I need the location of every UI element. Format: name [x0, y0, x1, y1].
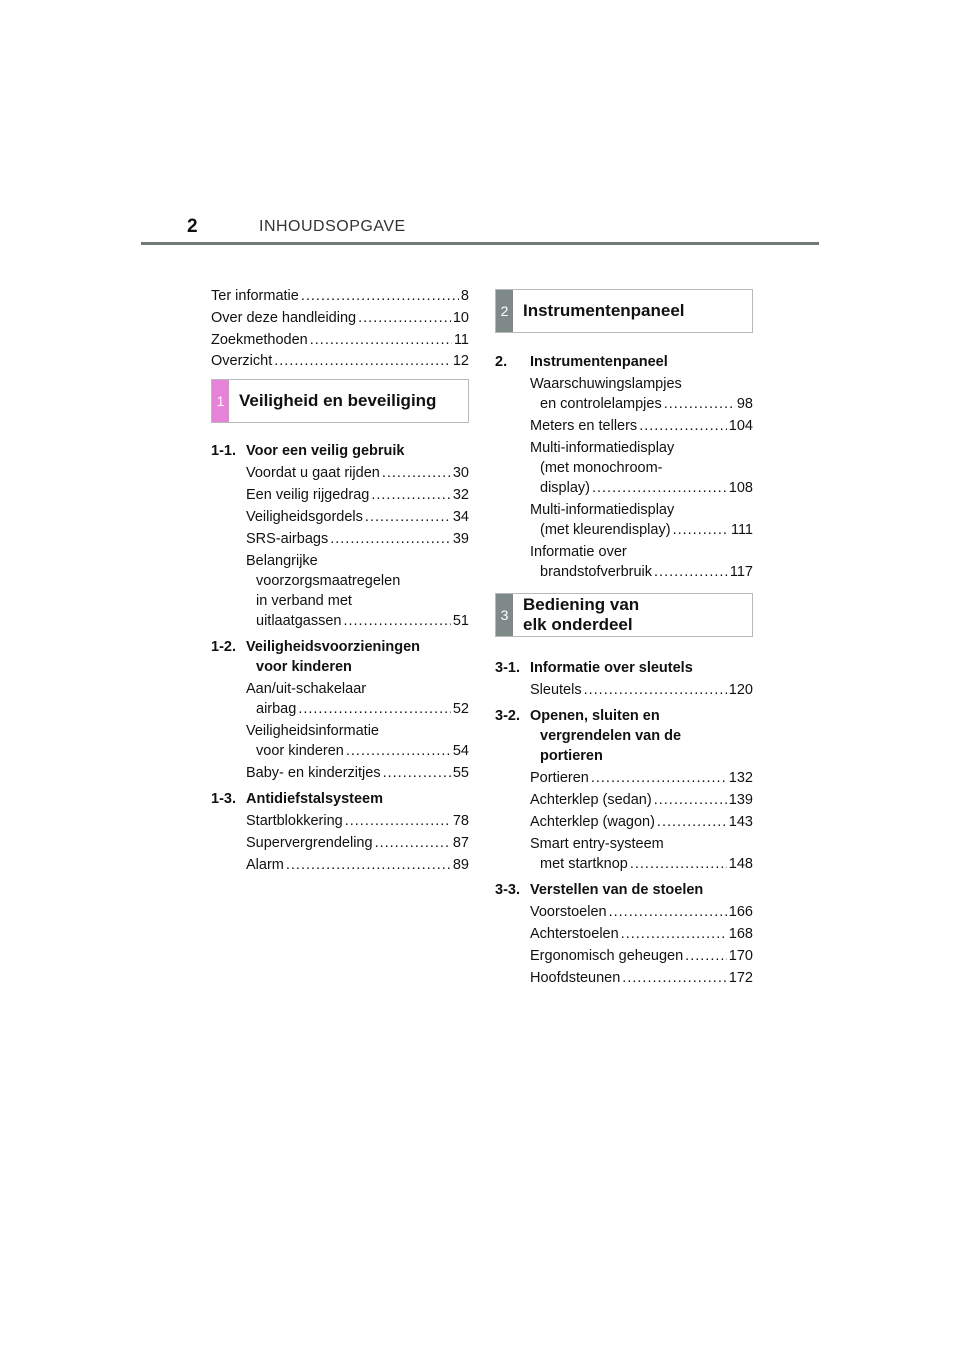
page-number: 166	[728, 904, 753, 920]
page-number: 89	[452, 857, 469, 874]
entry-title: Hoofdsteunen	[530, 970, 621, 986]
toc-section	[495, 880, 753, 988]
page-number: 87	[452, 835, 469, 852]
toc-entry[interactable]	[211, 551, 469, 631]
dot-leader	[630, 854, 727, 874]
toc-entry[interactable]	[495, 812, 753, 832]
page-number: 78	[452, 813, 469, 830]
toc-entry[interactable]	[495, 902, 753, 922]
toc-entry[interactable]	[495, 790, 753, 810]
toc-entry-line	[530, 946, 753, 966]
toc-section	[211, 637, 469, 783]
entry-title: Baby- en kinderzitjes	[246, 765, 381, 782]
toc-entry[interactable]	[211, 507, 469, 527]
section-title-line: Verstellen van de stoelen	[530, 882, 704, 898]
page-number: 8	[460, 288, 469, 304]
toc-entry[interactable]	[211, 529, 469, 549]
toc-entry[interactable]	[211, 721, 469, 761]
toc-entry[interactable]	[495, 834, 753, 874]
toc-entry-line	[246, 811, 469, 831]
section-title	[246, 789, 469, 809]
entry-title-line: Aan/uit-schakelaar	[246, 681, 367, 698]
spacer	[495, 333, 753, 352]
dot-leader	[343, 611, 450, 631]
page-number: 34	[452, 509, 469, 526]
section-title-line: Voor een veilig gebruik	[246, 443, 405, 460]
entry-title: Portieren	[530, 770, 589, 786]
toc-entry[interactable]	[495, 542, 753, 582]
dot-leader	[358, 308, 451, 328]
entry-title: Sleutels	[530, 682, 582, 698]
entry-title: Over deze handleiding	[211, 309, 357, 326]
chapter-number-tab: 1	[212, 380, 229, 422]
toc-entry-line	[530, 416, 753, 436]
dot-leader	[274, 351, 451, 371]
page-number: 54	[452, 743, 469, 760]
chapter-title-line: elk onderdeel	[523, 615, 633, 634]
entry-title: voor kinderen	[256, 743, 344, 760]
toc-entry-line	[246, 699, 469, 719]
entry-title: display)	[540, 480, 590, 496]
entry-title-line: Multi-informatiedisplay	[530, 502, 675, 518]
toc-entry-line	[246, 529, 469, 549]
entry-title: en controlelampjes	[540, 396, 662, 412]
toc-entry[interactable]	[211, 463, 469, 483]
dot-leader	[592, 478, 727, 498]
toc-entry-line	[246, 763, 469, 783]
entry-title: Voorstoelen	[530, 904, 607, 920]
dot-leader	[673, 520, 729, 540]
section-title	[246, 441, 469, 461]
section-number: 1-1.	[211, 443, 236, 460]
spacer	[495, 637, 753, 658]
entry-title-line: voorzorgsmaatregelen	[256, 573, 401, 590]
section-number: 3-1.	[495, 660, 520, 676]
dot-leader	[301, 286, 459, 306]
toc-entry-line	[530, 478, 753, 498]
toc-entry-line	[246, 611, 469, 631]
dot-leader	[330, 529, 451, 549]
spacer	[495, 582, 753, 593]
section-title-line: Veiligheidsvoorzieningen	[246, 639, 421, 656]
section-title	[246, 637, 469, 677]
entry-title: Supervergrendeling	[246, 835, 373, 852]
section-title	[530, 658, 753, 678]
dot-leader	[375, 833, 451, 853]
section-heading	[211, 441, 469, 461]
section-number: 3-3.	[495, 882, 520, 898]
entry-title: Achterstoelen	[530, 926, 619, 942]
dot-leader	[621, 924, 727, 944]
entry-title-line: in verband met	[256, 593, 352, 610]
entry-title: airbag	[256, 701, 297, 718]
entry-title: Veiligheidsgordels	[246, 509, 363, 526]
section-heading	[495, 706, 753, 766]
section-number: 3-2.	[495, 708, 520, 724]
toc-entry[interactable]	[495, 968, 753, 988]
toc-entry[interactable]	[495, 416, 753, 436]
page-number: 51	[452, 613, 469, 630]
header-title: INHOUDSOPGAVE	[259, 218, 406, 235]
section-heading	[211, 637, 469, 677]
page-number: 30	[452, 465, 469, 482]
section-title-line: portieren	[540, 748, 603, 764]
page-number: 172	[728, 970, 753, 986]
page-number: 143	[728, 814, 753, 830]
toc-entry-line	[530, 394, 753, 414]
toc-entry[interactable]	[211, 811, 469, 831]
entry-title: Voordat u gaat rijden	[246, 465, 380, 482]
page-number: 117	[729, 564, 753, 580]
dot-leader	[622, 968, 727, 988]
dot-leader	[371, 485, 451, 505]
toc-entry-line	[246, 463, 469, 483]
dot-leader	[657, 812, 727, 832]
dot-leader	[346, 741, 451, 761]
chapter-header-3	[495, 593, 753, 637]
toc-section	[211, 441, 469, 631]
section-title-line: vergrendelen van de	[540, 728, 682, 744]
entry-title-line: Veiligheidsinformatie	[246, 723, 379, 740]
entry-title: Een veilig rijgedrag	[246, 487, 370, 504]
toc-entry-line	[246, 741, 469, 761]
toc-intro-entry[interactable]	[211, 351, 469, 373]
dot-leader	[310, 330, 452, 350]
dot-leader	[591, 768, 727, 788]
toc-entry-line	[530, 520, 753, 540]
toc-entry-line	[530, 562, 753, 582]
chapter-title-line: Veiligheid en beveiliging	[239, 391, 437, 411]
toc-left-column	[211, 286, 469, 875]
page-number: 11	[453, 331, 469, 348]
toc-entry-line	[530, 680, 753, 700]
entry-title-line: Informatie over	[530, 544, 627, 560]
page-number: 12	[452, 353, 469, 370]
chapter-title	[513, 290, 685, 332]
header-divider	[141, 242, 819, 245]
section-title-line: Informatie over sleutels	[530, 660, 693, 676]
section-title	[530, 352, 753, 372]
dot-leader	[654, 562, 728, 582]
page-number: 52	[452, 701, 469, 718]
entry-title: Startblokkering	[246, 813, 343, 830]
toc-entry[interactable]	[211, 679, 469, 719]
section-title	[530, 880, 753, 900]
toc-entry-line	[246, 833, 469, 853]
toc-entry-line	[530, 812, 753, 832]
page-number: 39	[452, 531, 469, 548]
chapter-title-line: Bediening van	[523, 595, 640, 614]
entry-title-line: Belangrijke	[246, 553, 318, 570]
entry-title: uitlaatgassen	[256, 613, 342, 630]
page-number: 104	[728, 418, 753, 434]
toc-entry-line	[530, 968, 753, 988]
chapter-header-2	[495, 289, 753, 333]
page-number: 32	[452, 487, 469, 504]
page-number: 132	[728, 770, 753, 786]
dot-leader	[639, 416, 727, 436]
toc-entry-line	[530, 902, 753, 922]
toc-entry[interactable]	[495, 374, 753, 414]
chapter-header-1	[211, 379, 469, 423]
section-heading	[495, 658, 753, 678]
toc-entry[interactable]	[495, 438, 753, 498]
toc-entry[interactable]	[211, 763, 469, 783]
page-number: 148	[728, 856, 753, 872]
entry-title-line: Waarschuwingslampjes	[530, 376, 682, 392]
dot-leader	[584, 680, 727, 700]
spacer	[211, 423, 469, 441]
toc-entry-line	[246, 485, 469, 505]
entry-title: Ter informatie	[211, 288, 299, 304]
page-number: 2	[187, 216, 198, 237]
page-number: 170	[728, 948, 753, 964]
dot-leader	[298, 699, 451, 719]
section-heading	[495, 880, 753, 900]
page-number: 139	[728, 792, 753, 808]
toc-entry-line	[246, 855, 469, 875]
dot-leader	[609, 902, 727, 922]
entry-title-line: Multi-informatiedisplay	[530, 440, 675, 456]
page-number: 111	[730, 522, 753, 538]
entry-title: Alarm	[246, 857, 284, 874]
entry-title-line: Smart entry-systeem	[530, 836, 664, 852]
toc-entry-line	[530, 854, 753, 874]
section-title-line: voor kinderen	[256, 659, 352, 676]
entry-title: Overzicht	[211, 353, 273, 370]
chapter-title	[229, 380, 436, 422]
chapter-title	[513, 594, 639, 636]
dot-leader	[383, 763, 451, 783]
page-number: 98	[736, 396, 753, 412]
toc-entry[interactable]	[495, 500, 753, 540]
toc-section	[495, 658, 753, 700]
dot-leader	[365, 507, 451, 527]
section-title-line: Openen, sluiten en	[530, 708, 660, 724]
section-number: 1-3.	[211, 791, 236, 808]
page-number: 168	[728, 926, 753, 942]
entry-title: brandstofverbruik	[540, 564, 653, 580]
page-header	[0, 0, 960, 260]
dot-leader	[382, 463, 451, 483]
entry-title: SRS-airbags	[246, 531, 329, 548]
page-number: 120	[728, 682, 753, 698]
section-title-line: Instrumentenpaneel	[530, 354, 668, 370]
toc-entry[interactable]	[495, 924, 753, 944]
chapter-number-tab: 3	[496, 594, 513, 636]
page-number: 108	[728, 480, 753, 496]
toc-entry[interactable]	[211, 833, 469, 853]
entry-title: Ergonomisch geheugen	[530, 948, 684, 964]
dot-leader	[286, 855, 451, 875]
section-heading	[495, 352, 753, 372]
entry-title: Achterklep (wagon)	[530, 814, 655, 830]
entry-title-line: (met monochroom-	[540, 460, 663, 476]
toc-entry-line	[530, 924, 753, 944]
toc-entry-line	[530, 768, 753, 788]
toc-intro-entry[interactable]	[211, 330, 469, 352]
dot-leader	[685, 946, 727, 966]
toc-section	[495, 352, 753, 582]
entry-title: Achterklep (sedan)	[530, 792, 652, 808]
page-number: 55	[452, 765, 469, 782]
toc-right-column	[495, 286, 753, 988]
section-title-line: Antidiefstalsysteem	[246, 791, 383, 808]
entry-title: met startknop	[540, 856, 628, 872]
section-number: 1-2.	[211, 639, 236, 656]
entry-title: Zoekmethoden	[211, 331, 308, 348]
dot-leader	[345, 811, 451, 831]
section-number: 2.	[495, 354, 508, 370]
toc-intro-entry[interactable]	[211, 308, 469, 330]
toc-entry[interactable]	[495, 680, 753, 700]
chapter-number-tab: 2	[496, 290, 513, 332]
section-title	[530, 706, 753, 766]
entry-title: (met kleurendisplay)	[540, 522, 671, 538]
chapter-title-line: Instrumentenpaneel	[523, 301, 685, 320]
toc-entry[interactable]	[211, 855, 469, 875]
page-number: 10	[452, 309, 469, 326]
toc-entry[interactable]	[495, 946, 753, 966]
entry-title: Meters en tellers	[530, 418, 638, 434]
dot-leader	[664, 394, 735, 414]
toc-entry[interactable]	[211, 485, 469, 505]
toc-entry-line	[246, 507, 469, 527]
section-heading	[211, 789, 469, 809]
dot-leader	[654, 790, 727, 810]
toc-intro-entry[interactable]	[211, 286, 469, 308]
toc-entry-line	[530, 790, 753, 810]
toc-section	[495, 706, 753, 874]
toc-section	[211, 789, 469, 875]
toc-entry[interactable]	[495, 768, 753, 788]
